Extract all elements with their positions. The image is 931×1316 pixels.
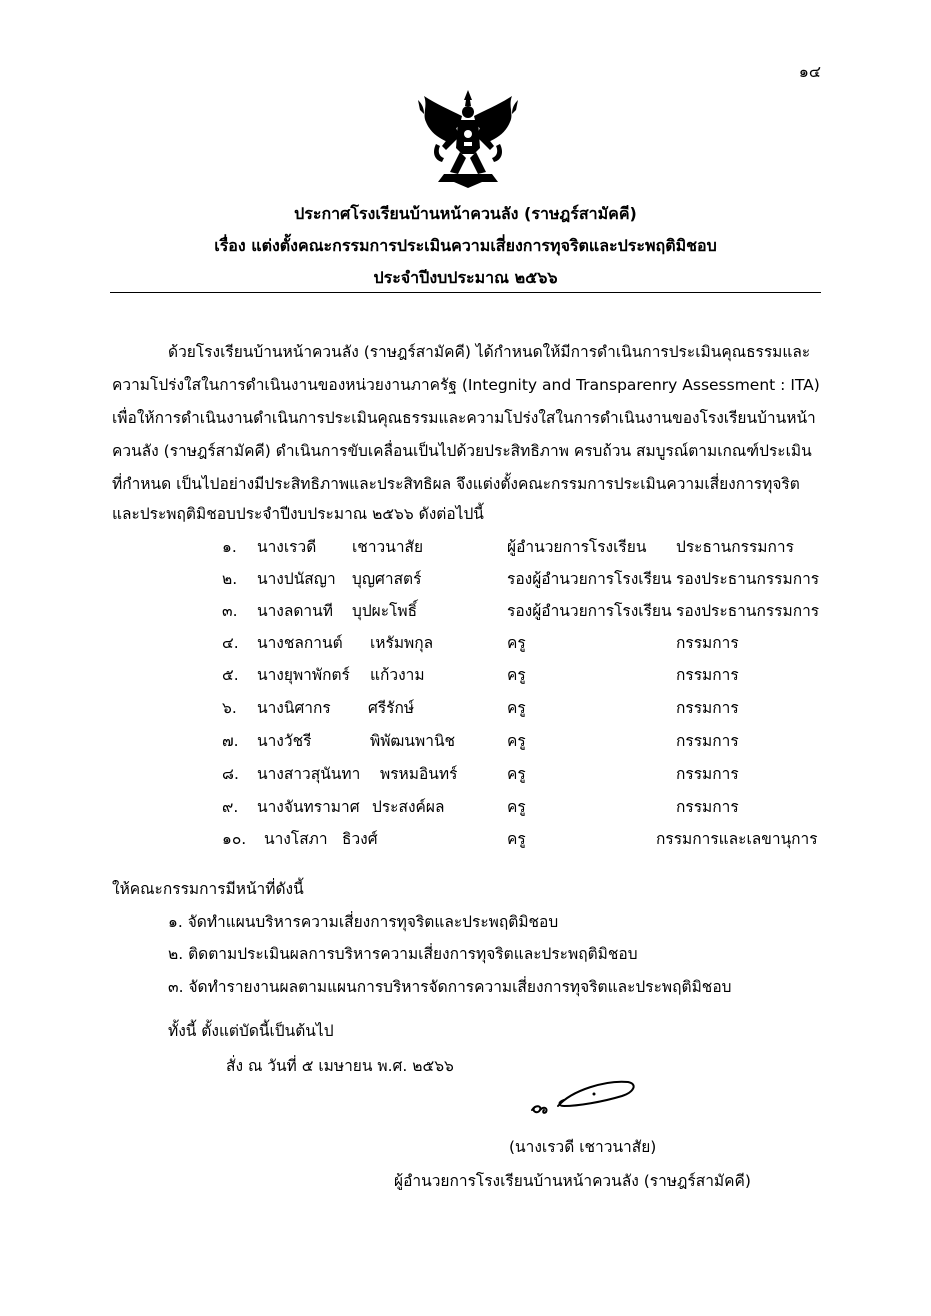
member-role: กรรมการ — [676, 666, 739, 684]
member-role: กรรมการ — [676, 765, 739, 783]
header-divider — [110, 292, 821, 293]
signatory-name: (นางเรวดี เชาวนาสัย) — [509, 1138, 657, 1156]
effective-statement: ทั้งนี้ ตั้งแต่บัดนี้เป็นต้นไป — [168, 1022, 334, 1040]
member-number: ๕. — [222, 666, 239, 684]
paragraph-line: เพื่อให้การดำเนินงานดำเนินการประเมินคุณธรรมและความโปร่งใสในการดำเนินงานของโรงเรียนบ้านหน้า — [112, 409, 816, 427]
member-last-name: แก้วงาม — [370, 666, 425, 684]
member-last-name: พิพัฒนพานิช — [370, 732, 456, 750]
announcement-subject: เรื่อง แต่งตั้งคณะกรรมการประเมินความเสี่ยงการทุจริตและประพฤติมิชอบ — [214, 236, 717, 255]
member-last-name: บุญศาสตร์ — [352, 570, 422, 588]
member-role: กรรมการ — [676, 798, 739, 816]
member-role: กรรมการ — [676, 634, 739, 652]
member-last-name: ประสงค์ผล — [372, 798, 445, 816]
member-position: รองผู้อำนวยการโรงเรียน — [507, 602, 672, 620]
duties-intro: ให้คณะกรรมการมีหน้าที่ดังนี้ — [112, 880, 304, 898]
member-position: ผู้อำนวยการโรงเรียน — [507, 538, 647, 556]
member-position: ครู — [507, 830, 526, 848]
paragraph-line: ที่กำหนด เป็นไปอย่างมีประสิทธิภาพและประสิทธิผล จึงแต่งตั้งคณะกรรมการประเมินความเสี่ยงการทุจริต — [112, 475, 800, 493]
member-number: ๘. — [222, 765, 239, 783]
member-first-name: นางสาวสุนันทา — [257, 765, 361, 783]
announcement-fiscal-year: ประจำปีงบประมาณ ๒๕๖๖ — [373, 268, 558, 287]
member-first-name: นางวัชรี — [257, 732, 312, 750]
duty-item: ๓. จัดทำรายงานผลตามแผนการบริหารจัดการความเสี่ยงการทุจริตและประพฤติมิชอบ — [168, 978, 732, 996]
member-first-name: นางจันทรามาศ — [257, 798, 360, 816]
member-last-name: ธิวงศ์ — [342, 830, 378, 848]
member-number: ๔. — [222, 634, 239, 652]
member-role: รองประธานกรรมการ — [676, 570, 820, 588]
signatory-position: ผู้อำนวยการโรงเรียนบ้านหน้าควนลัง (ราษฎร์สามัคคี) — [394, 1172, 751, 1190]
member-first-name: นางปนัสญา — [257, 570, 336, 588]
member-position: รองผู้อำนวยการโรงเรียน — [507, 570, 672, 588]
member-number: ๑. — [222, 538, 237, 556]
member-role: กรรมการ — [676, 699, 739, 717]
member-number: ๓. — [222, 602, 238, 620]
member-role: กรรมการและเลขานุการ — [656, 830, 818, 848]
duty-item: ๑. จัดทำแผนบริหารความเสี่ยงการทุจริตและประพฤติมิชอบ — [168, 913, 559, 931]
handwritten-signature-icon — [528, 1076, 640, 1118]
paragraph-line: ความโปร่งใสในการดำเนินงานของหน่วยงานภาครัฐ (Integnity and Transparenry Assessment : ITA) — [112, 376, 820, 394]
member-position: ครู — [507, 798, 526, 816]
page-number: ๑๔ — [798, 62, 821, 81]
member-first-name: นางลดานที — [257, 602, 333, 620]
paragraph-line: ด้วยโรงเรียนบ้านหน้าควนลัง (ราษฎร์สามัคคี) ได้กำหนดให้มีการดำเนินการประเมินคุณธรรมและ — [168, 343, 811, 361]
member-first-name: นางโสภา — [264, 830, 328, 848]
member-number: ๙. — [222, 798, 239, 816]
member-last-name: พรหมอินทร์ — [380, 765, 458, 783]
member-first-name: นางเรวดี — [257, 538, 317, 556]
announcement-title: ประกาศโรงเรียนบ้านหน้าควนลัง (ราษฎร์สามัคคี) — [294, 204, 637, 223]
member-position: ครู — [507, 666, 526, 684]
member-number: ๗. — [222, 732, 239, 750]
order-date: สั่ง ณ วันที่ ๕ เมษายน พ.ศ. ๒๕๖๖ — [226, 1057, 454, 1075]
member-number: ๒. — [222, 570, 238, 588]
member-last-name: ศรีรักษ์ — [368, 699, 415, 717]
member-number: ๑๐. — [222, 830, 247, 848]
member-first-name: นางชลกานต์ — [257, 634, 343, 652]
member-role: กรรมการ — [676, 732, 739, 750]
member-role: รองประธานกรรมการ — [676, 602, 820, 620]
member-first-name: นางยุพาพักตร์ — [257, 666, 350, 684]
member-position: ครู — [507, 765, 526, 783]
member-role: ประธานกรรมการ — [676, 538, 794, 556]
garuda-emblem-icon — [414, 88, 522, 188]
member-first-name: นางนิศากร — [257, 699, 331, 717]
paragraph-line: และประพฤติมิชอบประจำปีงบประมาณ ๒๕๖๖ ดังต่อไปนี้ — [112, 505, 484, 523]
member-last-name: บุปผะโพธิ์ — [352, 602, 418, 620]
member-position: ครู — [507, 634, 526, 652]
member-position: ครู — [507, 732, 526, 750]
member-last-name: เชาวนาสัย — [352, 538, 424, 556]
member-last-name: เหรัมพกุล — [370, 634, 434, 652]
paragraph-line: ควนลัง (ราษฎร์สามัคคี) ดำเนินการขับเคลื่อนเป็นไปด้วยประสิทธิภาพ ครบถ้วน สมบูรณ์ตามเกณฑ์ประเมิน — [112, 442, 812, 460]
duty-item: ๒. ติดตามประเมินผลการบริหารความเสี่ยงการทุจริตและประพฤติมิชอบ — [168, 945, 638, 963]
member-position: ครู — [507, 699, 526, 717]
member-number: ๖. — [222, 699, 237, 717]
